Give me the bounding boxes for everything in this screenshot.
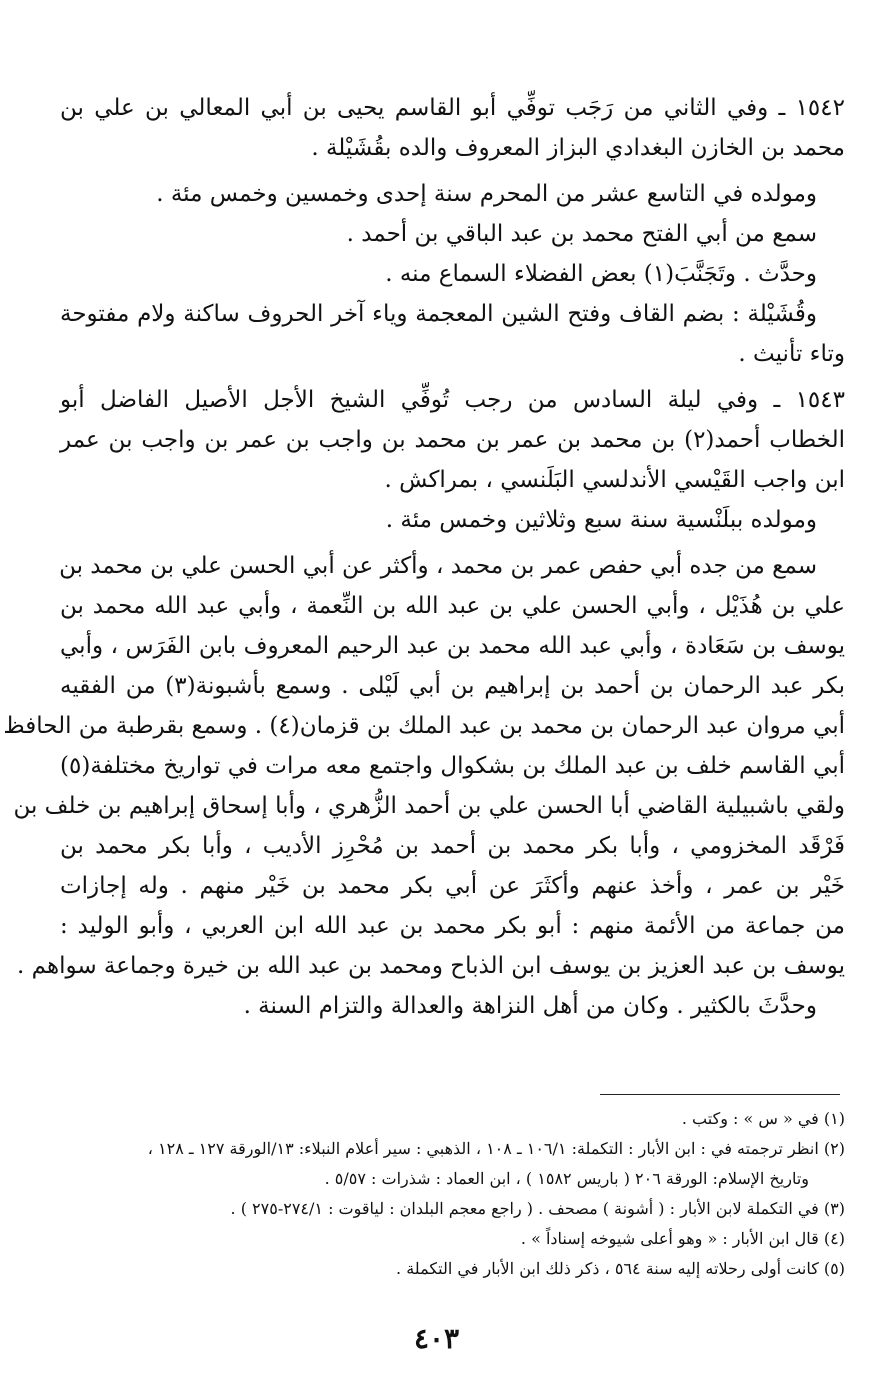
body-line: أبي القاسم خلف بن عبد الملك بن بشكوال واجتمع معه مرات في تواريخ مختلفة(٥) [60, 753, 845, 779]
page-number: ٤٠٣ [413, 1322, 460, 1355]
body-line: يوسف بن عبد العزيز بن يوسف ابن الذباح ومحمد بن عبد الله بن خيرة وجماعة سواهم . [17, 953, 845, 979]
footnote-3: (٣) في التكملة لابن الأبار : ( أشونة ) مصحف . ( راجع معجم البلدان : لياقوت : ٢٧٤/١-٢٧٥ ) . [230, 1199, 845, 1218]
footnote-5: (٥) كانت أولى رحلاته إليه سنة ٥٦٤ ، ذكر ذلك ابن الأبار في التكملة . [396, 1259, 845, 1278]
body-line: يوسف بن سَعَادة ، وأبي عبد الله محمد بن عبد الرحيم المعروف بابن الفَرَس ، وأبي [60, 633, 845, 659]
body-line: وحدَّثَ بالكثير . وكان من أهل النزاهة والعدالة والتزام السنة . [243, 993, 817, 1019]
footnote-2: (٢) انظر ترجمته في : ابن الأبار : التكملة: ١٠٦/١ ـ ١٠٨ ، الذهبي : سير أعلام النبلاء: ١٣/الورقة ١٢٧ ـ ١٢٨ ، [147, 1139, 845, 1158]
footnote-4: (٤) قال ابن الأبار : « وهو أعلى شيوخه إسناداً » . [520, 1229, 845, 1248]
footnotes [60, 1104, 845, 1284]
body-line: سمع من جده أبي حفص عمر بن محمد ، وأكثر عن أبي الحسن علي بن محمد بن [59, 553, 817, 579]
footnote-divider [600, 1094, 840, 1095]
body-line: ومولده في التاسع عشر من المحرم سنة إحدى وخمسين وخمس مئة . [156, 181, 817, 207]
body-line: علي بن هُذَيْل ، وأبي الحسن علي بن عبد الله بن النِّعمة ، وأبي عبد الله محمد بن [60, 593, 845, 619]
main-text [3, 88, 845, 1026]
body-line: فَرْقَد المخزومي ، وأبا بكر محمد بن أحمد بن مُحْرِز الأديب ، وأبا بكر محمد بن [60, 833, 845, 859]
body-line: وقُشَيْلة : بضم القاف وفتح الشين المعجمة وياء آخر الحروف ساكنة ولام مفتوحة [60, 301, 817, 327]
entry-1543-line-4: ومولده ببلَنْسية سنة سبع وثلاثين وخمس مئة . [385, 507, 817, 533]
body-line: وتاء تأنيث . [738, 341, 845, 367]
entry-1543-line-3: ابن واجب القَيْسي الأندلسي البَلَنسي ، بمراكش . [384, 467, 845, 493]
body-line: ولقي باشبيلية القاضي أبا الحسن علي بن أحمد الزُّهري ، وأبا إسحاق إبراهيم بن خلف بن [13, 793, 845, 819]
entry-1543-line-1: ١٥٤٣ ـ وفي ليلة السادس من رجب تُوفِّي الشيخ الأجل الأصيل الفاضل أبو [60, 387, 845, 413]
body-line: وحدَّث . وتَجَنَّبَ(١) بعض الفضلاء السماع منه . [385, 261, 817, 287]
entry-1542-line-2: محمد بن الخازن البغدادي البزاز المعروف والده بقُشَيْلة . [311, 135, 845, 161]
entry-1543-line-2: الخطاب أحمد(٢) بن محمد بن عمر بن محمد بن واجب بن عمر بن واجب بن عمر [60, 427, 845, 453]
entry-1542-line-1: ١٥٤٢ ـ وفي الثاني من رَجَب توفِّي أبو القاسم يحيى بن أبي المعالي بن علي بن [60, 95, 845, 121]
body-line: سمع من أبي الفتح محمد بن عبد الباقي بن أحمد . [346, 221, 817, 247]
body-line: بكر عبد الرحمان بن أحمد بن إبراهيم بن أبي لَيْلى . وسمع بأشبونة(٣) من الفقيه [60, 673, 845, 699]
body-line: أبي مروان عبد الرحمان بن محمد بن عبد الملك بن قزمان(٤) . وسمع بقرطبة من الحافظ [3, 713, 845, 739]
footnote-1: (١) في « س » : وكتب . [681, 1109, 845, 1128]
body-line: من جماعة من الأئمة منهم : أبو بكر محمد بن عبد الله ابن العربي ، وأبو الوليد : [60, 913, 845, 939]
footnote-2-continued: وتاريخ الإسلام: الورقة ٢٠٦ ( باريس ١٥٨٢ ) ، ابن العماد : شذرات : ٥/٥٧ . [324, 1169, 809, 1188]
body-line: خَيْر بن عمر ، وأخذ عنهم وأكثَرَ عن أبي بكر محمد بن خَيْر منهم . وله إجازات [60, 873, 845, 899]
